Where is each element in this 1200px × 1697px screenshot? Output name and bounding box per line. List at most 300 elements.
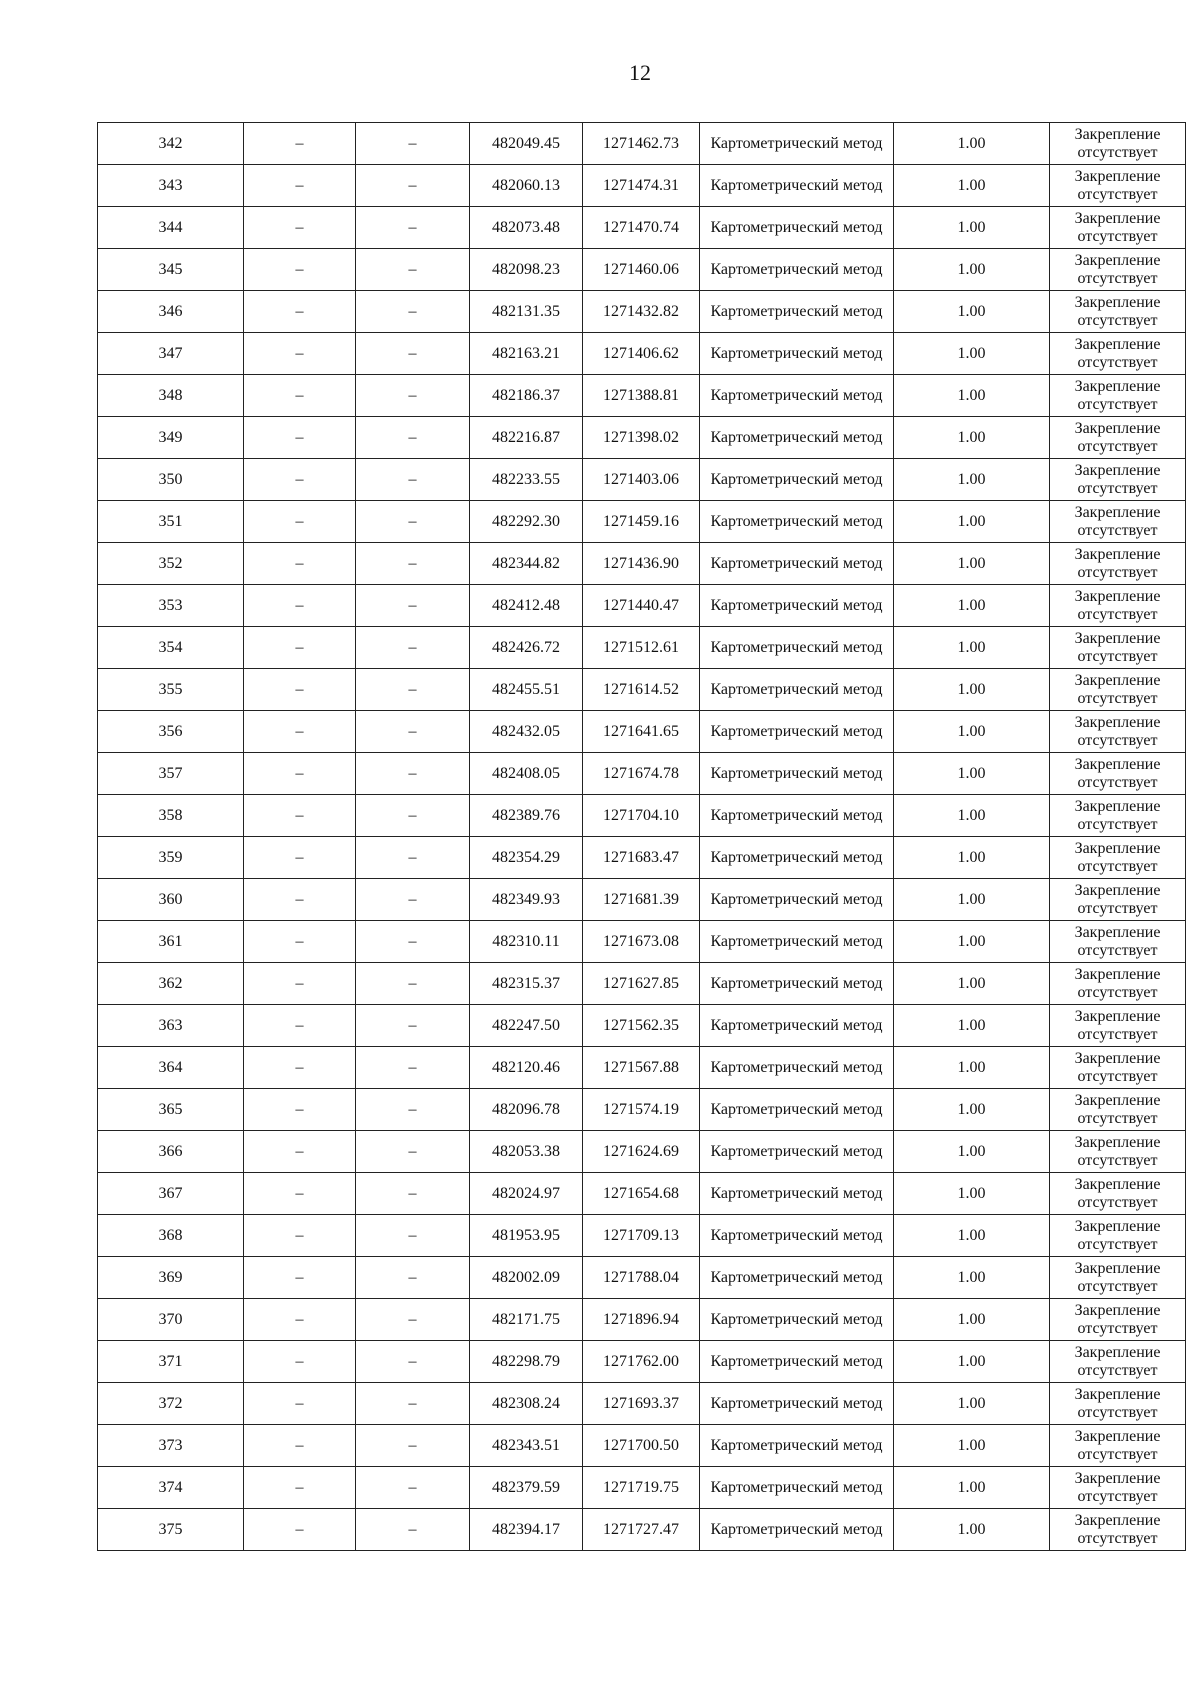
method-cell: Картометрический метод (700, 1131, 894, 1173)
coord-y-cell: 1271398.02 (583, 417, 700, 459)
coord-x-cell: 482455.51 (470, 669, 583, 711)
coord-x-cell: 482412.48 (470, 585, 583, 627)
table-row (98, 627, 1186, 669)
fixing-cell: Закрепление отсутствует (1050, 1509, 1186, 1551)
point-number-cell: 356 (98, 711, 244, 753)
point-number-cell: 367 (98, 1173, 244, 1215)
dash-cell-2: – (356, 1089, 470, 1131)
coord-x-cell: 482292.30 (470, 501, 583, 543)
coord-x-cell: 482098.23 (470, 249, 583, 291)
table-row (98, 1425, 1186, 1467)
fixing-cell: Закрепление отсутствует (1050, 543, 1186, 585)
method-cell: Картометрический метод (700, 627, 894, 669)
accuracy-cell: 1.00 (894, 1383, 1050, 1425)
coord-x-cell: 482131.35 (470, 291, 583, 333)
coord-y-cell: 1271683.47 (583, 837, 700, 879)
coord-x-cell: 482060.13 (470, 165, 583, 207)
dash-cell-1: – (244, 627, 356, 669)
dash-cell-1: – (244, 963, 356, 1005)
coord-y-cell: 1271460.06 (583, 249, 700, 291)
dash-cell-1: – (244, 753, 356, 795)
dash-cell-1: – (244, 921, 356, 963)
method-cell: Картометрический метод (700, 1341, 894, 1383)
point-number-cell: 362 (98, 963, 244, 1005)
table-row (98, 753, 1186, 795)
coord-y-cell: 1271512.61 (583, 627, 700, 669)
accuracy-cell: 1.00 (894, 123, 1050, 165)
coord-x-cell: 482163.21 (470, 333, 583, 375)
dash-cell-1: – (244, 123, 356, 165)
coord-x-cell: 482073.48 (470, 207, 583, 249)
fixing-cell: Закрепление отсутствует (1050, 1341, 1186, 1383)
dash-cell-2: – (356, 711, 470, 753)
table-row (98, 333, 1186, 375)
coord-x-cell: 482315.37 (470, 963, 583, 1005)
coord-y-cell: 1271562.35 (583, 1005, 700, 1047)
dash-cell-2: – (356, 1047, 470, 1089)
coord-y-cell: 1271574.19 (583, 1089, 700, 1131)
dash-cell-1: – (244, 1299, 356, 1341)
dash-cell-1: – (244, 1509, 356, 1551)
coord-y-cell: 1271406.62 (583, 333, 700, 375)
fixing-cell: Закрепление отсутствует (1050, 1089, 1186, 1131)
method-cell: Картометрический метод (700, 165, 894, 207)
table-row (98, 543, 1186, 585)
method-cell: Картометрический метод (700, 1047, 894, 1089)
accuracy-cell: 1.00 (894, 1341, 1050, 1383)
accuracy-cell: 1.00 (894, 459, 1050, 501)
dash-cell-2: – (356, 249, 470, 291)
coord-y-cell: 1271462.73 (583, 123, 700, 165)
coord-y-cell: 1271896.94 (583, 1299, 700, 1341)
point-number-cell: 365 (98, 1089, 244, 1131)
coord-x-cell: 482344.82 (470, 543, 583, 585)
coord-y-cell: 1271432.82 (583, 291, 700, 333)
dash-cell-2: – (356, 1299, 470, 1341)
accuracy-cell: 1.00 (894, 585, 1050, 627)
coord-x-cell: 482394.17 (470, 1509, 583, 1551)
table-row (98, 711, 1186, 753)
coord-x-cell: 482053.38 (470, 1131, 583, 1173)
fixing-cell: Закрепление отсутствует (1050, 1299, 1186, 1341)
coord-y-cell: 1271474.31 (583, 165, 700, 207)
dash-cell-1: – (244, 417, 356, 459)
coord-x-cell: 482389.76 (470, 795, 583, 837)
dash-cell-2: – (356, 1383, 470, 1425)
dash-cell-2: – (356, 375, 470, 417)
coord-y-cell: 1271614.52 (583, 669, 700, 711)
coord-x-cell: 482171.75 (470, 1299, 583, 1341)
coord-x-cell: 482354.29 (470, 837, 583, 879)
method-cell: Картометрический метод (700, 501, 894, 543)
dash-cell-2: – (356, 1509, 470, 1551)
dash-cell-2: – (356, 1467, 470, 1509)
point-number-cell: 374 (98, 1467, 244, 1509)
dash-cell-2: – (356, 879, 470, 921)
dash-cell-1: – (244, 669, 356, 711)
method-cell: Картометрический метод (700, 753, 894, 795)
table-row (98, 921, 1186, 963)
fixing-cell: Закрепление отсутствует (1050, 249, 1186, 291)
method-cell: Картометрический метод (700, 123, 894, 165)
fixing-cell: Закрепление отсутствует (1050, 459, 1186, 501)
dash-cell-2: – (356, 417, 470, 459)
fixing-cell: Закрепление отсутствует (1050, 921, 1186, 963)
accuracy-cell: 1.00 (894, 921, 1050, 963)
accuracy-cell: 1.00 (894, 291, 1050, 333)
fixing-cell: Закрепление отсутствует (1050, 1467, 1186, 1509)
table-row (98, 165, 1186, 207)
coord-x-cell: 482379.59 (470, 1467, 583, 1509)
table-row (98, 291, 1186, 333)
coordinates-table (97, 122, 1186, 1551)
point-number-cell: 345 (98, 249, 244, 291)
fixing-cell: Закрепление отсутствует (1050, 333, 1186, 375)
table-row (98, 1047, 1186, 1089)
method-cell: Картометрический метод (700, 711, 894, 753)
accuracy-cell: 1.00 (894, 1425, 1050, 1467)
point-number-cell: 344 (98, 207, 244, 249)
table-row (98, 1215, 1186, 1257)
dash-cell-2: – (356, 1173, 470, 1215)
dash-cell-2: – (356, 795, 470, 837)
point-number-cell: 373 (98, 1425, 244, 1467)
fixing-cell: Закрепление отсутствует (1050, 165, 1186, 207)
method-cell: Картометрический метод (700, 417, 894, 459)
dash-cell-2: – (356, 333, 470, 375)
dash-cell-2: – (356, 459, 470, 501)
accuracy-cell: 1.00 (894, 333, 1050, 375)
dash-cell-1: – (244, 585, 356, 627)
point-number-cell: 375 (98, 1509, 244, 1551)
coord-x-cell: 482216.87 (470, 417, 583, 459)
accuracy-cell: 1.00 (894, 1215, 1050, 1257)
method-cell: Картометрический метод (700, 249, 894, 291)
fixing-cell: Закрепление отсутствует (1050, 1173, 1186, 1215)
accuracy-cell: 1.00 (894, 165, 1050, 207)
table-row (98, 1173, 1186, 1215)
table-row (98, 1467, 1186, 1509)
dash-cell-1: – (244, 165, 356, 207)
table-row (98, 1299, 1186, 1341)
dash-cell-1: – (244, 543, 356, 585)
point-number-cell: 372 (98, 1383, 244, 1425)
point-number-cell: 351 (98, 501, 244, 543)
coord-x-cell: 482432.05 (470, 711, 583, 753)
coord-x-cell: 482298.79 (470, 1341, 583, 1383)
method-cell: Картометрический метод (700, 375, 894, 417)
dash-cell-1: – (244, 1383, 356, 1425)
accuracy-cell: 1.00 (894, 207, 1050, 249)
point-number-cell: 352 (98, 543, 244, 585)
fixing-cell: Закрепление отсутствует (1050, 1131, 1186, 1173)
fixing-cell: Закрепление отсутствует (1050, 1257, 1186, 1299)
fixing-cell: Закрепление отсутствует (1050, 417, 1186, 459)
point-number-cell: 366 (98, 1131, 244, 1173)
fixing-cell: Закрепление отсутствует (1050, 501, 1186, 543)
point-number-cell: 350 (98, 459, 244, 501)
point-number-cell: 357 (98, 753, 244, 795)
dash-cell-2: – (356, 1131, 470, 1173)
dash-cell-1: – (244, 795, 356, 837)
accuracy-cell: 1.00 (894, 1089, 1050, 1131)
dash-cell-1: – (244, 1257, 356, 1299)
dash-cell-1: – (244, 1467, 356, 1509)
point-number-cell: 368 (98, 1215, 244, 1257)
dash-cell-1: – (244, 333, 356, 375)
point-number-cell: 342 (98, 123, 244, 165)
coord-y-cell: 1271641.65 (583, 711, 700, 753)
coord-x-cell: 482408.05 (470, 753, 583, 795)
table-row (98, 879, 1186, 921)
point-number-cell: 346 (98, 291, 244, 333)
fixing-cell: Закрепление отсутствует (1050, 963, 1186, 1005)
coord-y-cell: 1271567.88 (583, 1047, 700, 1089)
method-cell: Картометрический метод (700, 1089, 894, 1131)
coord-x-cell: 482049.45 (470, 123, 583, 165)
method-cell: Картометрический метод (700, 1467, 894, 1509)
coord-y-cell: 1271704.10 (583, 795, 700, 837)
point-number-cell: 358 (98, 795, 244, 837)
coord-y-cell: 1271388.81 (583, 375, 700, 417)
accuracy-cell: 1.00 (894, 1131, 1050, 1173)
method-cell: Картометрический метод (700, 1425, 894, 1467)
coord-x-cell: 482024.97 (470, 1173, 583, 1215)
coord-y-cell: 1271673.08 (583, 921, 700, 963)
table-row (98, 795, 1186, 837)
dash-cell-2: – (356, 627, 470, 669)
dash-cell-2: – (356, 837, 470, 879)
accuracy-cell: 1.00 (894, 1005, 1050, 1047)
dash-cell-2: – (356, 1341, 470, 1383)
dash-cell-2: – (356, 123, 470, 165)
coord-y-cell: 1271624.69 (583, 1131, 700, 1173)
coord-y-cell: 1271693.37 (583, 1383, 700, 1425)
method-cell: Картометрический метод (700, 459, 894, 501)
fixing-cell: Закрепление отсутствует (1050, 1047, 1186, 1089)
page-number: 12 (629, 60, 651, 85)
table-row (98, 837, 1186, 879)
dash-cell-1: – (244, 459, 356, 501)
dash-cell-2: – (356, 921, 470, 963)
fixing-cell: Закрепление отсутствует (1050, 669, 1186, 711)
method-cell: Картометрический метод (700, 1257, 894, 1299)
method-cell: Картометрический метод (700, 1383, 894, 1425)
fixing-cell: Закрепление отсутствует (1050, 795, 1186, 837)
point-number-cell: 353 (98, 585, 244, 627)
dash-cell-1: – (244, 1005, 356, 1047)
dash-cell-1: – (244, 291, 356, 333)
method-cell: Картометрический метод (700, 963, 894, 1005)
fixing-cell: Закрепление отсутствует (1050, 291, 1186, 333)
point-number-cell: 354 (98, 627, 244, 669)
dash-cell-2: – (356, 669, 470, 711)
method-cell: Картометрический метод (700, 879, 894, 921)
point-number-cell: 360 (98, 879, 244, 921)
table-row (98, 501, 1186, 543)
dash-cell-1: – (244, 1215, 356, 1257)
fixing-cell: Закрепление отсутствует (1050, 879, 1186, 921)
dash-cell-1: – (244, 375, 356, 417)
accuracy-cell: 1.00 (894, 1173, 1050, 1215)
fixing-cell: Закрепление отсутствует (1050, 1425, 1186, 1467)
accuracy-cell: 1.00 (894, 879, 1050, 921)
table-row (98, 417, 1186, 459)
fixing-cell: Закрепление отсутствует (1050, 627, 1186, 669)
table-row (98, 123, 1186, 165)
dash-cell-2: – (356, 585, 470, 627)
dash-cell-1: – (244, 1131, 356, 1173)
point-number-cell: 348 (98, 375, 244, 417)
fixing-cell: Закрепление отсутствует (1050, 585, 1186, 627)
method-cell: Картометрический метод (700, 1173, 894, 1215)
coord-y-cell: 1271681.39 (583, 879, 700, 921)
fixing-cell: Закрепление отсутствует (1050, 711, 1186, 753)
method-cell: Картометрический метод (700, 1215, 894, 1257)
coord-x-cell: 482310.11 (470, 921, 583, 963)
dash-cell-2: – (356, 1257, 470, 1299)
fixing-cell: Закрепление отсутствует (1050, 375, 1186, 417)
dash-cell-2: – (356, 1005, 470, 1047)
fixing-cell: Закрепление отсутствует (1050, 1005, 1186, 1047)
coord-x-cell: 482426.72 (470, 627, 583, 669)
accuracy-cell: 1.00 (894, 753, 1050, 795)
accuracy-cell: 1.00 (894, 795, 1050, 837)
table-row (98, 249, 1186, 291)
coord-y-cell: 1271436.90 (583, 543, 700, 585)
method-cell: Картометрический метод (700, 837, 894, 879)
coord-y-cell: 1271700.50 (583, 1425, 700, 1467)
coord-y-cell: 1271674.78 (583, 753, 700, 795)
dash-cell-2: – (356, 543, 470, 585)
table-row (98, 375, 1186, 417)
dash-cell-2: – (356, 963, 470, 1005)
dash-cell-1: – (244, 1089, 356, 1131)
accuracy-cell: 1.00 (894, 501, 1050, 543)
method-cell: Картометрический метод (700, 291, 894, 333)
method-cell: Картометрический метод (700, 543, 894, 585)
table-row (98, 585, 1186, 627)
dash-cell-2: – (356, 501, 470, 543)
table-row (98, 1131, 1186, 1173)
dash-cell-1: – (244, 837, 356, 879)
method-cell: Картометрический метод (700, 585, 894, 627)
coord-x-cell: 482096.78 (470, 1089, 583, 1131)
fixing-cell: Закрепление отсутствует (1050, 207, 1186, 249)
point-number-cell: 369 (98, 1257, 244, 1299)
accuracy-cell: 1.00 (894, 417, 1050, 459)
table-row (98, 459, 1186, 501)
coord-y-cell: 1271762.00 (583, 1341, 700, 1383)
coord-y-cell: 1271470.74 (583, 207, 700, 249)
coord-y-cell: 1271403.06 (583, 459, 700, 501)
point-number-cell: 370 (98, 1299, 244, 1341)
table-row (98, 669, 1186, 711)
coord-x-cell: 482247.50 (470, 1005, 583, 1047)
coordinates-table-body (98, 123, 1186, 1551)
point-number-cell: 347 (98, 333, 244, 375)
coord-x-cell: 482308.24 (470, 1383, 583, 1425)
coord-x-cell: 482120.46 (470, 1047, 583, 1089)
dash-cell-1: – (244, 1047, 356, 1089)
point-number-cell: 361 (98, 921, 244, 963)
point-number-cell: 364 (98, 1047, 244, 1089)
accuracy-cell: 1.00 (894, 669, 1050, 711)
coord-y-cell: 1271719.75 (583, 1467, 700, 1509)
coord-x-cell: 482186.37 (470, 375, 583, 417)
dash-cell-2: – (356, 753, 470, 795)
point-number-cell: 349 (98, 417, 244, 459)
coord-x-cell: 482233.55 (470, 459, 583, 501)
dash-cell-1: – (244, 1425, 356, 1467)
accuracy-cell: 1.00 (894, 837, 1050, 879)
method-cell: Картометрический метод (700, 333, 894, 375)
coord-y-cell: 1271654.68 (583, 1173, 700, 1215)
method-cell: Картометрический метод (700, 1005, 894, 1047)
point-number-cell: 371 (98, 1341, 244, 1383)
dash-cell-1: – (244, 711, 356, 753)
coord-y-cell: 1271709.13 (583, 1215, 700, 1257)
method-cell: Картометрический метод (700, 1299, 894, 1341)
coord-x-cell: 482343.51 (470, 1425, 583, 1467)
table-row (98, 963, 1186, 1005)
dash-cell-2: – (356, 165, 470, 207)
accuracy-cell: 1.00 (894, 963, 1050, 1005)
accuracy-cell: 1.00 (894, 249, 1050, 291)
fixing-cell: Закрепление отсутствует (1050, 753, 1186, 795)
point-number-cell: 363 (98, 1005, 244, 1047)
table-row (98, 1257, 1186, 1299)
table-row (98, 207, 1186, 249)
point-number-cell: 359 (98, 837, 244, 879)
coord-y-cell: 1271627.85 (583, 963, 700, 1005)
fixing-cell: Закрепление отсутствует (1050, 837, 1186, 879)
point-number-cell: 355 (98, 669, 244, 711)
dash-cell-1: – (244, 501, 356, 543)
dash-cell-1: – (244, 1341, 356, 1383)
coord-y-cell: 1271727.47 (583, 1509, 700, 1551)
dash-cell-2: – (356, 1215, 470, 1257)
coord-x-cell: 482349.93 (470, 879, 583, 921)
table-row (98, 1341, 1186, 1383)
method-cell: Картометрический метод (700, 1509, 894, 1551)
accuracy-cell: 1.00 (894, 1299, 1050, 1341)
dash-cell-2: – (356, 1425, 470, 1467)
table-row (98, 1509, 1186, 1551)
method-cell: Картометрический метод (700, 795, 894, 837)
dash-cell-1: – (244, 1173, 356, 1215)
coord-x-cell: 482002.09 (470, 1257, 583, 1299)
dash-cell-2: – (356, 291, 470, 333)
coord-x-cell: 481953.95 (470, 1215, 583, 1257)
fixing-cell: Закрепление отсутствует (1050, 123, 1186, 165)
accuracy-cell: 1.00 (894, 711, 1050, 753)
coord-y-cell: 1271440.47 (583, 585, 700, 627)
table-row (98, 1005, 1186, 1047)
fixing-cell: Закрепление отсутствует (1050, 1215, 1186, 1257)
accuracy-cell: 1.00 (894, 543, 1050, 585)
fixing-cell: Закрепление отсутствует (1050, 1383, 1186, 1425)
method-cell: Картометрический метод (700, 207, 894, 249)
accuracy-cell: 1.00 (894, 1509, 1050, 1551)
accuracy-cell: 1.00 (894, 1047, 1050, 1089)
accuracy-cell: 1.00 (894, 375, 1050, 417)
table-row (98, 1089, 1186, 1131)
coord-y-cell: 1271788.04 (583, 1257, 700, 1299)
accuracy-cell: 1.00 (894, 627, 1050, 669)
method-cell: Картометрический метод (700, 921, 894, 963)
point-number-cell: 343 (98, 165, 244, 207)
